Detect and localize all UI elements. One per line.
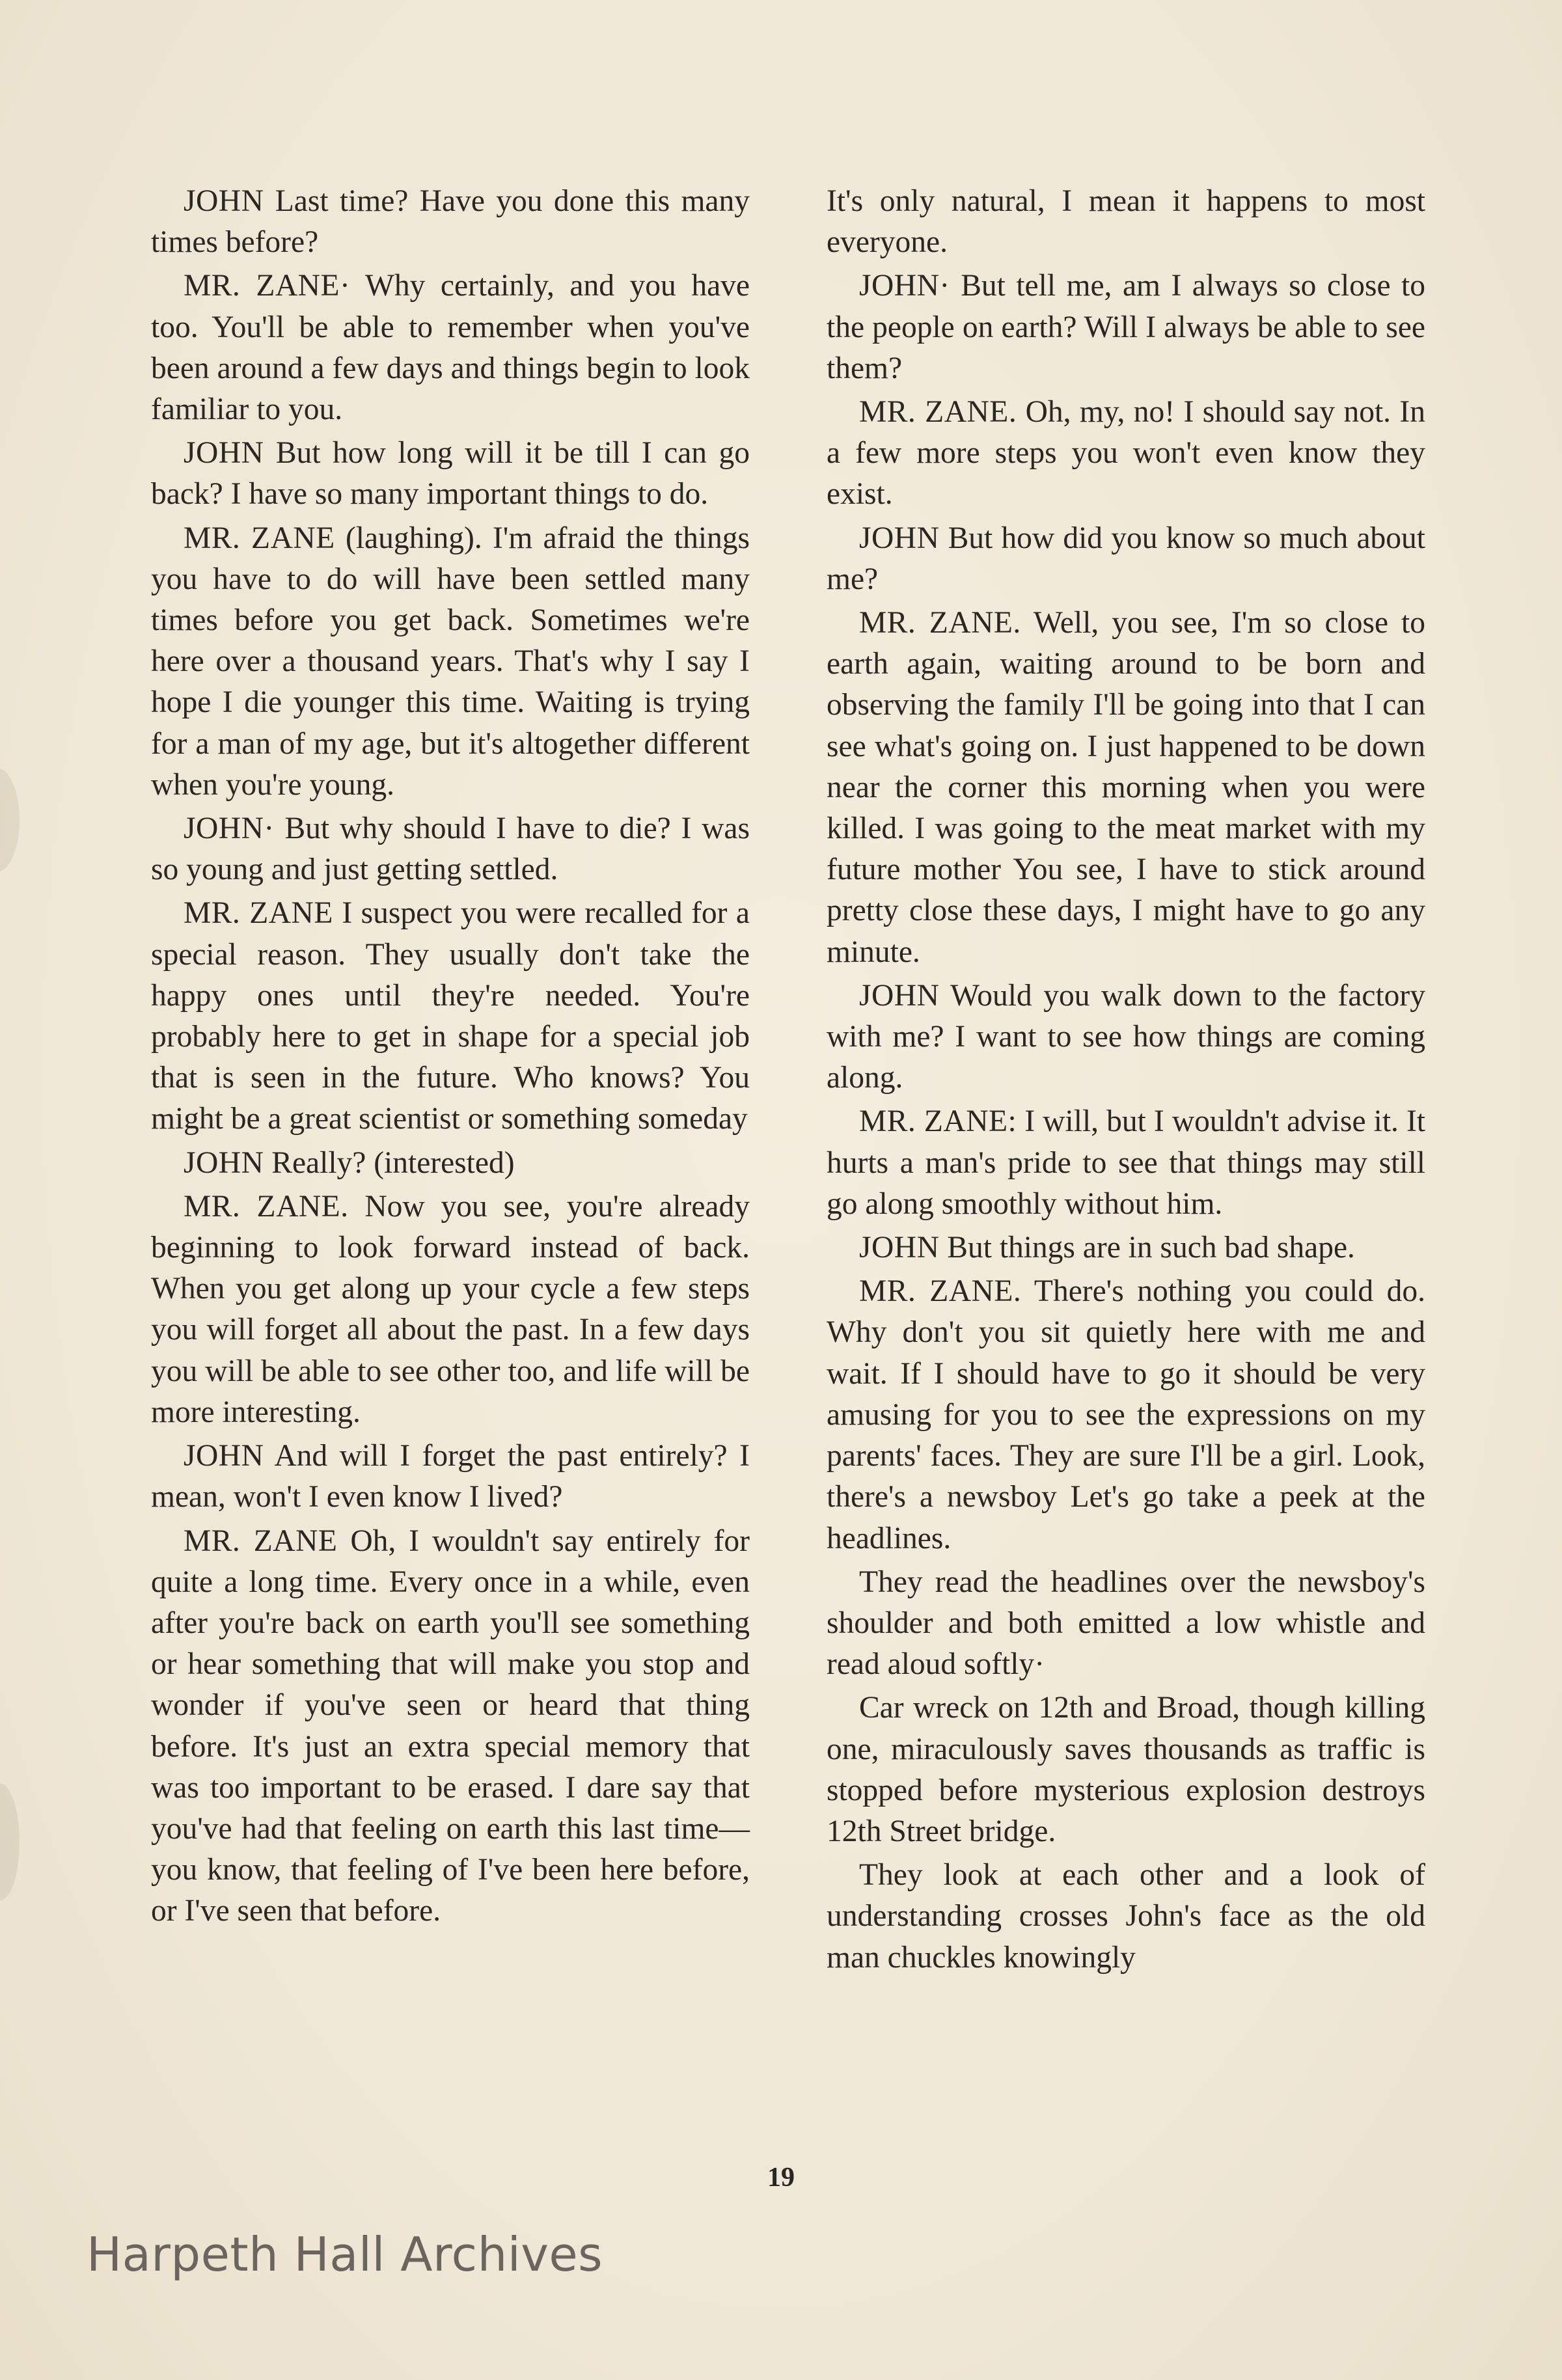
paragraph-text: They look at each other and a look of understanding crosses John's face as the old man chuckles knowingly <box>827 1858 1425 1975</box>
speaker-name: JOHN· <box>184 812 275 846</box>
dialogue-paragraph <box>827 266 1425 389</box>
speaker-name: MR. ZANE <box>184 896 333 931</box>
speaker-name: MR. ZANE. <box>859 1274 1022 1309</box>
paragraph-text: Last time? Have you done this many times before? <box>151 184 750 260</box>
dialogue-paragraph <box>151 1186 750 1433</box>
paragraph-text: But tell me, am I always so close to the people on earth? Will I always be able to see them? <box>827 269 1425 385</box>
dialogue-paragraph <box>827 181 1425 263</box>
left-column <box>151 181 750 1935</box>
dialogue-paragraph <box>827 1855 1425 1978</box>
paragraph-text: Oh, my, no! I should say not. In a few more steps you won't even know they exist. <box>827 395 1425 512</box>
dialogue-paragraph <box>827 1227 1425 1268</box>
paragraph-text: There's nothing you could do. Why don't you sit quietly here with me and wait. If I should have to go it should be very amusing for you to see the expressions on my parents' faces. They are sure I'll be a girl. Look, there's a newsboy Let's go take a peek at the headlines. <box>827 1274 1425 1555</box>
paragraph-text: It's only natural, I mean it happens to most everyone. <box>827 184 1425 260</box>
dialogue-paragraph <box>151 1521 750 1932</box>
paragraph-text: But things are in such bad shape. <box>939 1231 1355 1265</box>
paragraph-text: Would you walk down to the factory with me? I want to see how things are coming along. <box>827 978 1425 1095</box>
speaker-name: MR. ZANE <box>184 1524 338 1558</box>
speaker-name: MR. ZANE· <box>184 269 351 303</box>
paragraph-text: Oh, I wouldn't say entirely for quite a long time. Every once in a while, even after you're back on earth you'll see something or hear something that will make you stop and wonder if you've seen or heard that thing before. It's just an extra special memory that was too important to be erased. I dare say that you've had that feeling on earth this last time—you know, that feeling of I've been here before, or I've seen that before. <box>151 1524 750 1928</box>
paragraph-text: Really? (interested) <box>264 1145 515 1180</box>
dialogue-paragraph <box>827 1101 1425 1225</box>
speaker-name: JOHN <box>184 436 264 471</box>
paragraph-text: Why certainly, and you have too. You'll be able to remember when you've been around a few days and things begin to look familiar to you. <box>151 269 750 427</box>
speaker-name: MR. ZANE <box>184 521 335 555</box>
speaker-name: MR. ZANE. <box>859 606 1021 640</box>
dialogue-paragraph <box>827 1562 1425 1686</box>
page-number: 19 <box>767 2163 795 2193</box>
dialogue-paragraph <box>827 1271 1425 1559</box>
paragraph-text: They read the headlines over the newsboy's shoulder and both emitted a low whistle and read aloud softly· <box>827 1565 1425 1682</box>
paragraph-text: Well, you see, I'm so close to earth again, waiting around to be born and observing the family I'll be going into that I can see what's going on. I just happened to be down near the corner this morning when you were killed. I was going to the meat market with my future mother You see, I have to stick around pretty close these days, I might have to go any minute. <box>827 606 1425 969</box>
speaker-name: JOHN <box>859 978 940 1013</box>
speaker-name: MR. ZANE: <box>859 1104 1017 1139</box>
paragraph-text: I suspect you were recalled for a special reason. They usually don't take the happy ones until they're needed. You're probably here to get in shape for a special job that is seen in the future. Who knows? You might be a great scientist or something someday <box>151 896 750 1136</box>
speaker-name: JOHN· <box>859 269 950 303</box>
speaker-name: MR. ZANE. <box>184 1189 349 1224</box>
speaker-name: MR. ZANE. <box>859 395 1017 430</box>
dialogue-paragraph <box>151 518 750 806</box>
dialogue-paragraph <box>151 808 750 890</box>
dialogue-paragraph <box>151 181 750 263</box>
paragraph-text: Car wreck on 12th and Broad, though killing one, miraculously saves thousands as traffic is stopped before mysterious explosion destroys 12th Street bridge. <box>827 1691 1425 1848</box>
paragraph-text: Now you see, you're already beginning to look forward instead of back. When you get along up your cycle a few steps you will forget all about the past. In a few days you will be able to see other too, and life will be more interesting. <box>151 1189 750 1429</box>
paragraph-text: But how long will it be till I can go back? I have so many important things to do. <box>151 436 750 512</box>
dialogue-paragraph <box>827 518 1425 600</box>
speaker-name: JOHN <box>184 1145 264 1180</box>
paragraph-text: And will I forget the past entirely? I mean, won't I even know I lived? <box>151 1439 750 1514</box>
dialogue-paragraph <box>151 1436 750 1518</box>
dialogue-paragraph <box>827 976 1425 1099</box>
paragraph-text: But how did you know so much about me? <box>827 521 1425 596</box>
dialogue-paragraph <box>827 1688 1425 1852</box>
paragraph-text: (laughing). I'm afraid the things you have to do will have been settled many times before you get back. Sometimes we're here over a thousand years. That's why I say I hope I die younger this time. Waiting is trying for a man of my age, but it's altogether different when you're young. <box>151 521 750 802</box>
dialogue-paragraph <box>151 433 750 515</box>
speaker-name: JOHN <box>859 1231 940 1265</box>
speaker-name: JOHN <box>184 184 264 218</box>
paragraph-text: I will, but I wouldn't advise it. It hurts a man's pride to see that things may still go along smoothly without him. <box>827 1104 1426 1221</box>
speaker-name: JOHN <box>859 521 940 555</box>
dialogue-paragraph <box>151 266 750 430</box>
paragraph-text: But why should I have to die? I was so young and just getting settled. <box>151 812 750 887</box>
dialogue-paragraph <box>151 1143 750 1184</box>
dialogue-paragraph <box>827 392 1425 515</box>
dialogue-paragraph <box>151 893 750 1140</box>
right-column <box>827 181 1425 1981</box>
archive-watermark: Harpeth Hall Archives <box>87 2227 603 2282</box>
dialogue-paragraph <box>827 603 1425 973</box>
speaker-name: JOHN <box>184 1439 264 1473</box>
